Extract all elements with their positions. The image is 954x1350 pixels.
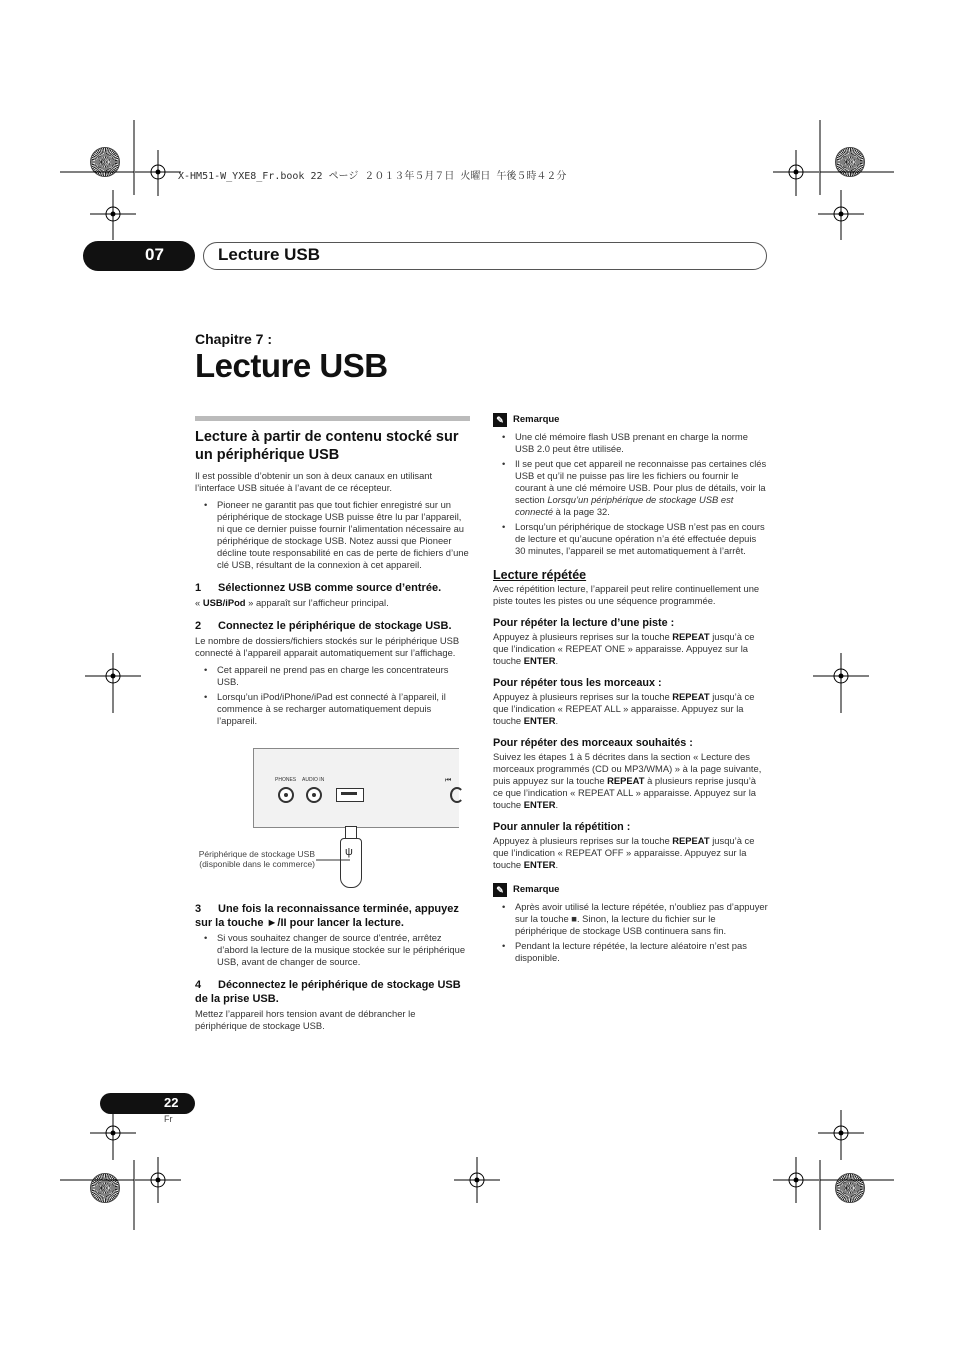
- left-column: [195, 416, 470, 731]
- bullet-item: • Il se peut que cet appareil ne reconnaisse pas certaines clés USB et qu’il ne puisse pas lire les fichiers ou fournir le courant à une clé mémoire USB. Pour plus de détails, voir la section Lorsqu’un périphérique de stockage USB est connecté à la page 32.: [493, 458, 768, 518]
- chapter-header-title: Lecture USB: [218, 245, 321, 264]
- file-info: X-HM51-W_YXE8_Fr.book 22 ページ ２０１３年５月７日 火曜日 午後５時４２分: [178, 171, 567, 182]
- phones-jack: [278, 787, 294, 803]
- left-column-bottom: [195, 892, 470, 1037]
- repeat-one-title: Pour répéter la lecture d’une piste :: [493, 617, 675, 629]
- step-3-bullets: [195, 932, 470, 968]
- note-1-bullets: [493, 431, 768, 557]
- bullet-item: • Lorsqu’un périphérique de stockage USB n’est pas en cours de lecture et qu’aucune opération n’a été effectuée depuis 30 minutes, l’appareil se met automatiquement à l’arrêt.: [493, 521, 768, 557]
- bullet-item: • Pendant la lecture répétée, la lecture aléatoire n’est pas disponible.: [493, 940, 768, 964]
- repeat-cancel-title: Pour annuler la répétition :: [493, 821, 631, 833]
- repeat-section-title: Lecture répétée: [493, 568, 587, 582]
- page-title: Lecture USB: [195, 347, 388, 384]
- figure-caption: Périphérique de stockage USB (disponible dans le commerce): [198, 849, 315, 869]
- repeat-cancel-text: Appuyez à plusieurs reprises sur la touche REPEAT jusqu’à ce que l’indication « REPEAT OFF » apparaisse. Appuyez sur la touche ENTER.: [493, 835, 755, 870]
- note-icon: ✎: [493, 413, 507, 427]
- step-1-text: « USB/iPod » apparaît sur l’afficheur principal.: [195, 597, 389, 608]
- step-2-bullets: [195, 664, 470, 727]
- chapter-number-pill: [83, 241, 195, 271]
- bullet-item: • Lorsqu’un iPod/iPhone/iPad est connecté à l’appareil, il commence à se recharger automatiquement depuis l’appareil.: [195, 691, 470, 727]
- audio-in-label: AUDIO IN: [302, 777, 325, 783]
- step-1-title: 1 Sélectionnez USB comme source d’entrée.: [195, 582, 442, 594]
- repeat-all-text: Appuyez à plusieurs reprises sur la touche REPEAT jusqu’à ce que l’indication « REPEAT ALL » apparaisse. Appuyez sur la touche ENTER.: [493, 691, 755, 726]
- repeat-selected-text: Suivez les étapes 1 à 5 décrites dans la section « Lecture des morceaux programmés (CD ou MP3/WMA) » à la page suivante, puis appuyez sur la touche REPEAT à plusieurs reprise jusqu’à ce que l’indication « REPEAT ALL » apparaisse. Appuyez sur la touche ENTER.: [493, 751, 762, 810]
- bullet-item: • Si vous souhaitez changer de source d’entrée, arrêtez d’abord la lecture de la musique stockée sur le périphérique USB, avant de changer de source.: [195, 932, 470, 968]
- phones-label: PHONES: [275, 777, 297, 783]
- audio-in-jack: [306, 787, 322, 803]
- note-2-bullets: [493, 901, 768, 964]
- note-icon: ✎: [493, 883, 507, 897]
- skip-label: ⏮: [445, 777, 452, 784]
- step-3-title: 3 Une fois la reconnaissance terminée, appuyez sur la touche ►/II pour lancer la lecture.: [195, 903, 459, 929]
- panel-knob: [450, 787, 464, 803]
- note-2-header: ✎ Remarque: [493, 883, 768, 897]
- chapter-number: 07: [145, 245, 164, 264]
- repeat-selected-title: Pour répéter des morceaux souhaités :: [493, 737, 693, 749]
- step-2-title: 2 Connectez le périphérique de stockage USB.: [195, 620, 452, 632]
- bullet-item: • Après avoir utilisé la lecture répétée, n’oubliez pas d’appuyer sur la touche ■. Sinon, la lecture du fichier sur le périphérique de stockage USB continuera sans fin.: [493, 901, 768, 937]
- page-number: 22: [164, 1095, 179, 1110]
- intro-bullets: [195, 499, 470, 571]
- page-number-pill: [100, 1093, 195, 1114]
- right-column: [493, 413, 768, 968]
- intro-text: Il est possible d’obtenir un son à deux canaux en utilisant l’interface USB située à l’avant de ce récepteur.: [195, 470, 433, 493]
- bullet-item: • Pioneer ne garantit pas que tout fichier enregistré sur un périphérique de stockage USB puisse être lu par l’appareil, ni que ce dernier puisse fournir l’alimentation nécessaire au périphérique de stockage USB. Notez aussi que Pioneer décline toute responsabilité en cas de perte de fichiers d’une clé USB, résultant de la connexion à cet appareil.: [195, 499, 470, 571]
- note-1-header: ✎ Remarque: [493, 413, 768, 427]
- bullet-item: • Cet appareil ne prend pas en charge les concentrateurs USB.: [195, 664, 470, 688]
- repeat-one-text: Appuyez à plusieurs reprises sur la touche REPEAT jusqu’à ce que l’indication « REPEAT ONE » apparaisse. Appuyez sur la touche ENTER.: [493, 631, 755, 666]
- section-rule: [195, 416, 470, 421]
- usb-symbol-icon: ψ: [345, 846, 353, 858]
- page-language: Fr: [164, 1114, 173, 1124]
- chapter-label: Chapitre 7 :: [195, 331, 273, 347]
- usb-port: [336, 788, 364, 802]
- step-4-text: Mettez l’appareil hors tension avant de débrancher le périphérique de stockage USB.: [195, 1008, 416, 1031]
- section-title: Lecture à partir de contenu stocké sur un périphérique USB: [195, 429, 459, 463]
- step-2-text: Le nombre de dossiers/fichiers stockés sur le périphérique USB connecté à l’appareil apparait automatiquement sur l’affichage.: [195, 635, 460, 658]
- step-4-title: 4 Déconnectez le périphérique de stockage USB de la prise USB.: [195, 979, 461, 1005]
- repeat-intro: Avec répétition lecture, l’appareil peut relire continuellement une piste toutes les pistes ou une séquence programmée.: [493, 583, 760, 606]
- repeat-all-title: Pour répéter tous les morceaux :: [493, 677, 662, 689]
- bullet-item: • Une clé mémoire flash USB prenant en charge la norme USB 2.0 peut être utilisée.: [493, 431, 768, 455]
- caption-leader-line: [316, 858, 356, 862]
